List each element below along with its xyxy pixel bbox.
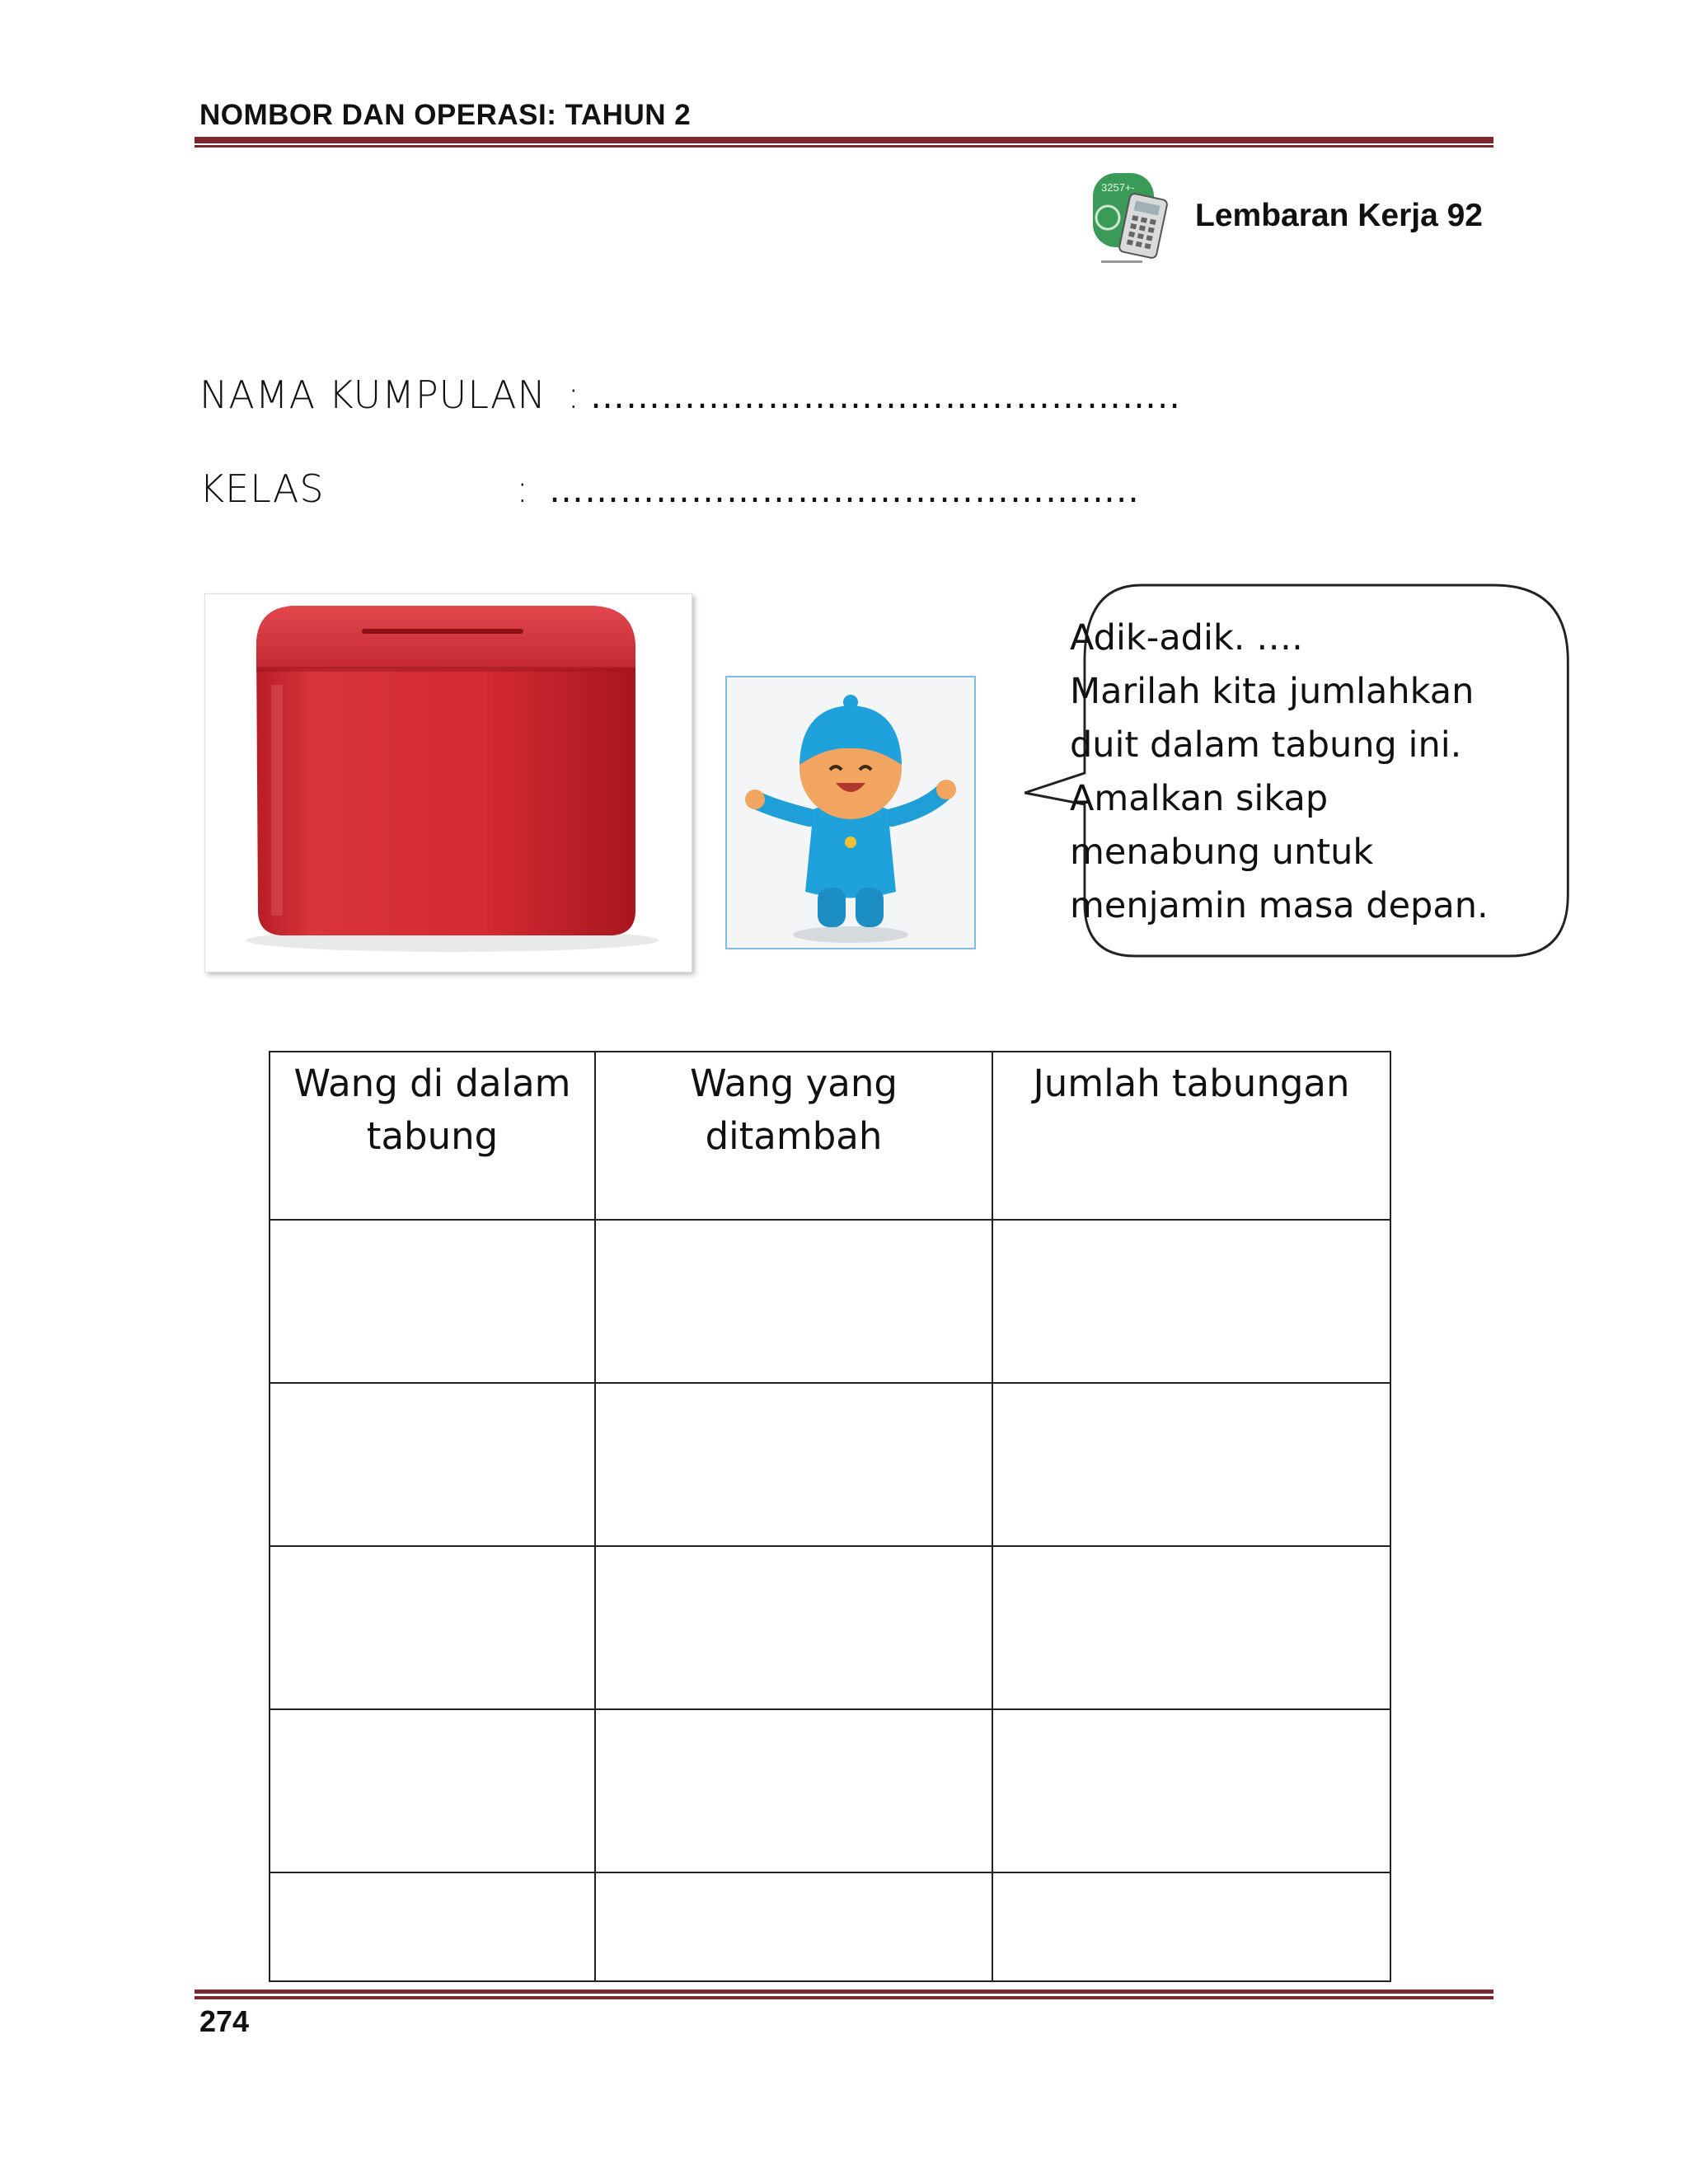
- class-label: KELAS: [199, 466, 325, 511]
- table-cell[interactable]: [595, 1383, 992, 1546]
- page-number: 274: [199, 2004, 250, 2038]
- character-illustration: [725, 676, 976, 949]
- table-cell[interactable]: [270, 1546, 595, 1709]
- table-cell[interactable]: [270, 1872, 595, 1981]
- worksheet-number-label: Lembaran Kerja 92: [1195, 198, 1484, 233]
- header-total-savings: Jumlah tabungan: [992, 1052, 1390, 1220]
- table-row: [270, 1220, 1390, 1383]
- group-name-fill-line[interactable]: …………………………………………..: [590, 376, 1181, 416]
- footer-rule: [195, 1990, 1493, 2001]
- header-money-in-box: Wang di dalam tabung: [270, 1052, 595, 1220]
- table-row: [270, 1709, 1390, 1872]
- speech-line-1: Adik-adik. ….: [1070, 617, 1303, 658]
- table-cell[interactable]: [270, 1220, 595, 1383]
- table-cell[interactable]: [992, 1546, 1390, 1709]
- calculator-math-logo-icon: [1090, 170, 1172, 269]
- document-header-title: NOMBOR DAN OPERASI: TAHUN 2: [199, 99, 692, 131]
- table-cell[interactable]: [992, 1872, 1390, 1981]
- table-row: [270, 1546, 1390, 1709]
- speech-line-3: duit dalam tabung ini.: [1070, 724, 1462, 766]
- cartoon-boy-character-icon: [727, 677, 974, 948]
- table-cell[interactable]: [595, 1872, 992, 1981]
- class-separator: :: [516, 466, 530, 511]
- table-cell[interactable]: [270, 1709, 595, 1872]
- speech-line-2: Marilah kita jumlahkan: [1070, 671, 1475, 712]
- table-cell[interactable]: [992, 1709, 1390, 1872]
- group-name-label: NAMA KUMPULAN: [199, 373, 546, 417]
- speech-line-6: menjamin masa depan.: [1070, 885, 1489, 926]
- header-rule: [195, 137, 1493, 148]
- table-cell[interactable]: [270, 1383, 595, 1546]
- table-cell[interactable]: [595, 1220, 992, 1383]
- group-name-separator: :: [567, 373, 581, 417]
- speech-line-4: Amalkan sikap: [1070, 778, 1329, 819]
- table-header-row: [270, 1052, 1390, 1220]
- table-cell[interactable]: [595, 1709, 992, 1872]
- table-cell[interactable]: [595, 1546, 992, 1709]
- speech-bubble-text: [1070, 612, 1548, 933]
- speech-line-5: menabung untuk: [1070, 832, 1374, 873]
- money-box-photo: [204, 593, 692, 972]
- svg-text:3257+-: 3257+-: [1101, 181, 1135, 194]
- class-fill-line[interactable]: …………………………………………..: [549, 470, 1140, 510]
- red-money-box-icon: [205, 594, 692, 972]
- header-money-added: Wang yang ditambah: [595, 1052, 992, 1220]
- table-cell[interactable]: [992, 1220, 1390, 1383]
- table-cell[interactable]: [992, 1383, 1390, 1546]
- table-row: [270, 1872, 1390, 1981]
- savings-table: [269, 1051, 1391, 1982]
- table-row: [270, 1383, 1390, 1546]
